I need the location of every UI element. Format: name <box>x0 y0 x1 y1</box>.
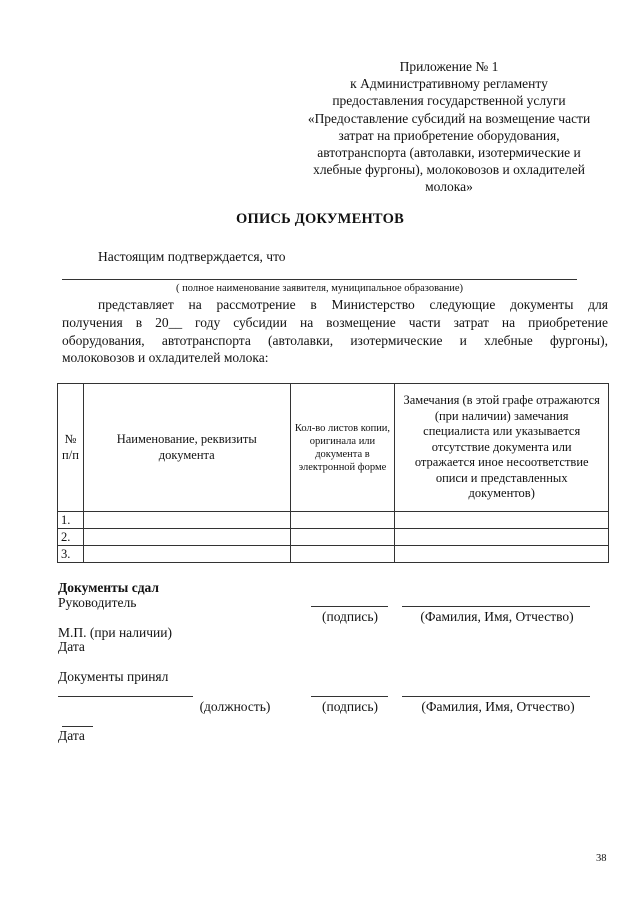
appendix-line: автотранспорта (автолавки, изотермические и <box>317 145 581 161</box>
row-name <box>83 529 290 546</box>
row-name <box>83 512 290 529</box>
table-row <box>58 529 609 546</box>
appendix-line: «Предоставление субсидий на возмещение части <box>307 110 591 126</box>
appendix-line: затрат на приобретение оборудования, <box>338 127 560 143</box>
fio-line <box>402 606 590 607</box>
row-count <box>290 512 395 529</box>
fio-line <box>402 696 590 697</box>
received-date-label: Дата <box>58 728 85 743</box>
row-count <box>290 546 395 563</box>
applicant-underline <box>62 279 577 280</box>
body-line: представляет на рассмотрение в Министерство следующие документы для <box>98 297 608 312</box>
table-row <box>58 512 609 529</box>
table-header-row <box>58 384 609 512</box>
row-num: 2. <box>58 529 84 546</box>
date-underline <box>62 726 93 727</box>
handed-heading: Документы сдал <box>58 580 159 595</box>
signature-caption: (подпись) <box>321 699 379 714</box>
handed-date-label: Дата <box>58 639 85 654</box>
document-title: ОПИСЬ ДОКУМЕНТОВ <box>236 211 404 227</box>
appendix-line: хлебные фургоны), молоковозов и охладителей <box>313 162 585 178</box>
row-remarks <box>395 529 609 546</box>
body-line: молоковозов и охладителей молока: <box>62 350 269 366</box>
signature-line <box>311 696 388 697</box>
row-remarks <box>395 512 609 529</box>
documents-table <box>57 383 609 563</box>
header-remarks: Замечания (в этой графе отражаются (при наличии) замечания специалиста или указывается отсутствие документа или отражается иное несоответствие описи и представленных документов) <box>395 384 609 512</box>
signature-line <box>311 606 388 607</box>
header-name: Наименование, реквизиты документа <box>83 384 290 512</box>
page-number: 38 <box>596 853 607 864</box>
appendix-line: Приложение № 1 <box>399 59 499 74</box>
appendix-header <box>286 58 612 196</box>
fio-caption: (Фамилия, Имя, Отчество) <box>420 609 574 624</box>
body-line: получения в 20__ году субсидии на возмещение части затрат на приобретение <box>62 314 608 330</box>
body-line: оборудования, автотранспорта (автолавки, изотермические и хлебные фургоны), <box>62 332 608 348</box>
row-num: 3. <box>58 546 84 563</box>
row-remarks <box>395 546 609 563</box>
appendix-line: к Административному регламенту <box>350 76 548 92</box>
position-line <box>58 696 193 697</box>
stamp-label: М.П. (при наличии) <box>58 625 172 640</box>
appendix-line: предоставления государственной услуги <box>332 93 566 109</box>
row-name <box>83 546 290 563</box>
applicant-caption: ( полное наименование заявителя, муниципальное образование) <box>175 283 463 294</box>
body-paragraph <box>62 296 608 367</box>
signature-caption: (подпись) <box>321 609 379 624</box>
fio-caption: (Фамилия, Имя, Отчество) <box>421 699 575 714</box>
head-label: Руководитель <box>58 595 137 610</box>
row-count <box>290 529 395 546</box>
confirm-text: Настоящим подтверждается, что <box>98 249 286 264</box>
position-caption: (должность) <box>199 699 271 714</box>
received-heading: Документы принял <box>58 669 169 684</box>
appendix-line: молока» <box>425 179 473 195</box>
row-num: 1. <box>58 512 84 529</box>
table-row <box>58 546 609 563</box>
header-num: № п/п <box>58 384 84 512</box>
header-count: Кол-во листов копии, оригинала или документа в электронной форме <box>290 384 395 512</box>
